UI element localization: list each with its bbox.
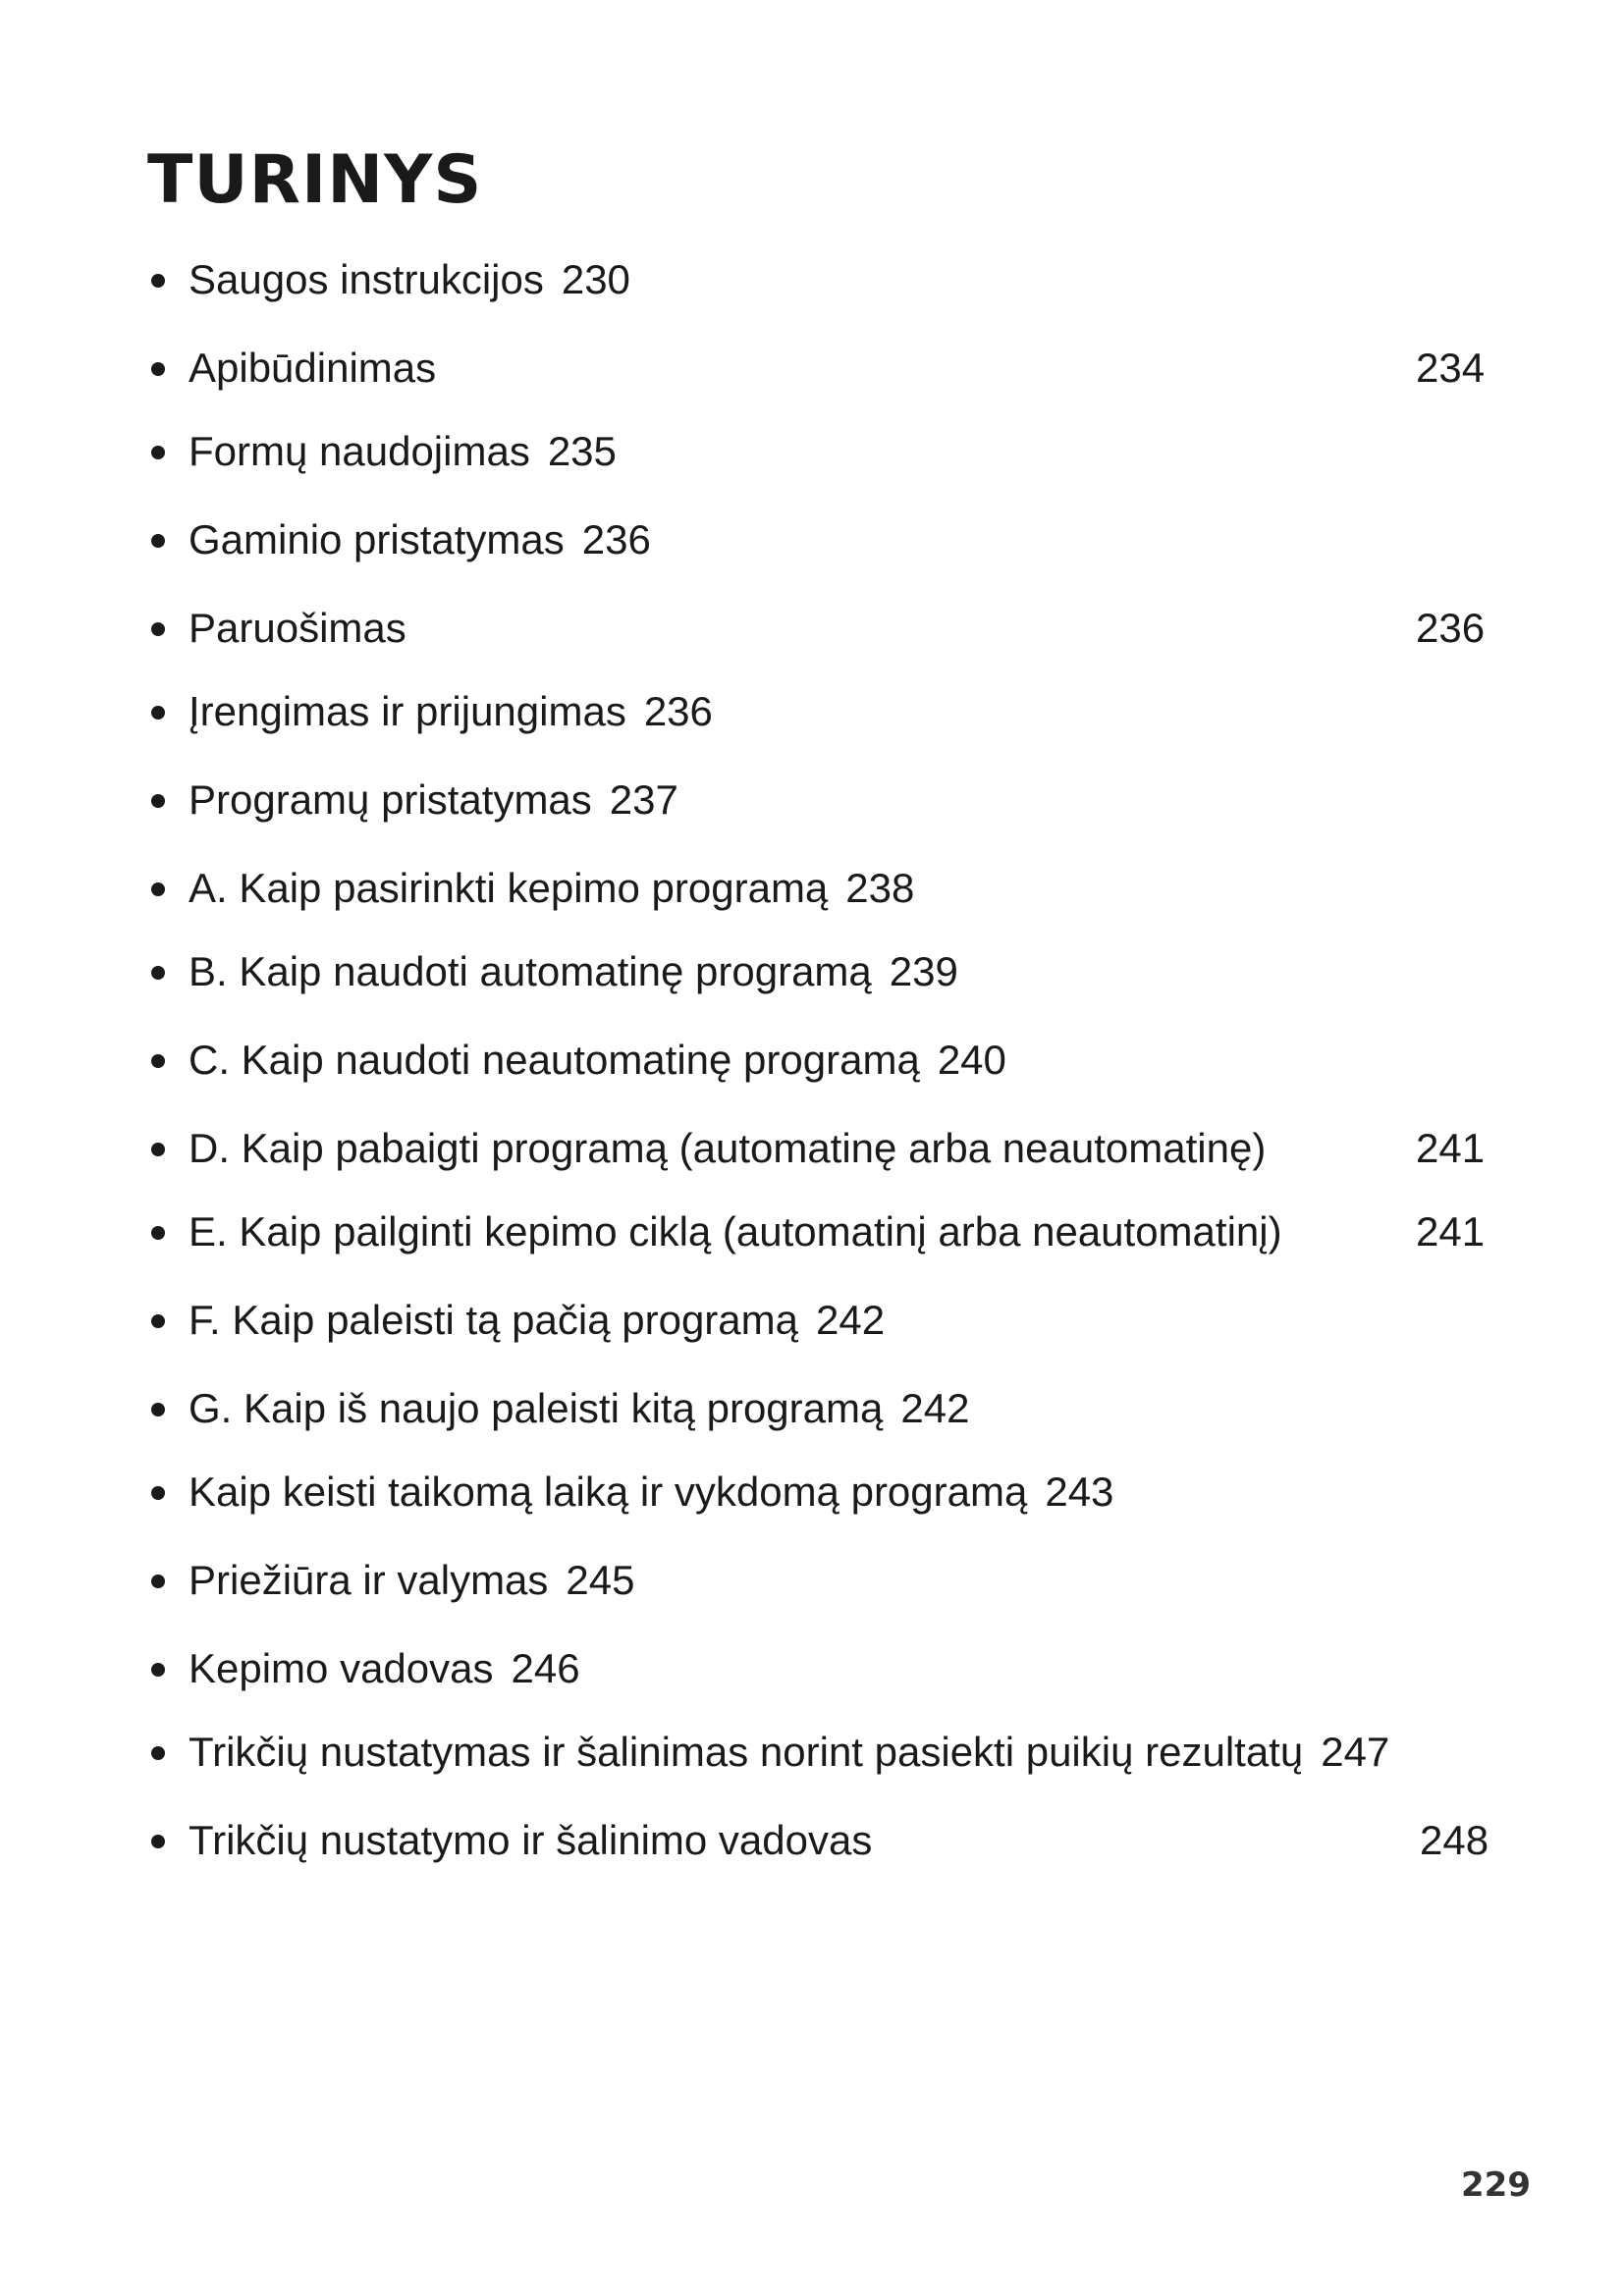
toc-item	[147, 1031, 1492, 1090]
page-title: TURINYS	[147, 141, 483, 219]
bullet-icon	[151, 882, 165, 896]
toc-item-label: Priežiūra ir valymas	[189, 1557, 549, 1603]
toc-item-page: 241	[1416, 1208, 1486, 1255]
toc-item-page: 245	[566, 1557, 635, 1603]
toc-item	[147, 1639, 1492, 1698]
toc-item	[147, 1291, 1492, 1350]
toc-item-label: Trikčių nustatymas ir šalinimas norint pasiekti puikių rezultatų	[189, 1729, 1304, 1775]
toc-item-label: D. Kaip pabaigti programą (automatinę arba neautomatinę)	[189, 1125, 1267, 1171]
bullet-icon	[151, 1835, 165, 1848]
toc-item-page: 236	[643, 688, 713, 734]
toc-item	[147, 1202, 1492, 1261]
toc-item	[147, 1551, 1492, 1610]
toc-item	[147, 859, 1492, 918]
toc-item-label: Gaminio pristatymas	[189, 516, 565, 562]
bullet-icon	[151, 1054, 165, 1068]
toc-item	[147, 1379, 1492, 1438]
bullet-icon	[151, 966, 165, 980]
toc-item-page: 230	[561, 256, 630, 302]
toc-item-label: Kepimo vadovas	[189, 1645, 494, 1691]
bullet-icon	[151, 446, 165, 459]
toc-item-label: Formų naudojimas	[189, 428, 530, 474]
toc-item-page: 247	[1321, 1729, 1390, 1775]
toc-item	[147, 682, 1492, 741]
toc-item	[147, 1811, 1492, 1870]
toc-item-label: Trikčių nustatymo ir šalinimo vadovas	[189, 1817, 873, 1863]
toc-item-label: Įrengimas ir prijungimas	[189, 688, 626, 734]
bullet-icon	[151, 706, 165, 720]
toc-item-page: 236	[581, 516, 651, 562]
toc-item-label: Kaip keisti taikomą laiką ir vykdomą programą	[189, 1468, 1028, 1515]
toc-item	[147, 422, 1492, 481]
bullet-icon	[151, 274, 165, 288]
toc-item	[147, 339, 1492, 398]
toc-item	[147, 1119, 1492, 1178]
toc-item-page: 241	[1416, 1125, 1486, 1171]
bullet-icon	[151, 362, 165, 376]
toc-item-page: 242	[816, 1297, 886, 1343]
toc-item-page: 240	[937, 1037, 1006, 1083]
toc-item-page: 238	[845, 865, 915, 911]
toc-item	[147, 771, 1492, 829]
toc-item-label: C. Kaip naudoti neautomatinę programą	[189, 1037, 920, 1083]
toc-item-label: B. Kaip naudoti automatinę programą	[189, 948, 872, 994]
toc-item	[147, 510, 1492, 569]
page-number: 229	[1461, 2165, 1531, 2205]
toc-item-page: 248	[1420, 1817, 1489, 1863]
toc-item-page: 243	[1045, 1468, 1114, 1515]
bullet-icon	[151, 1314, 165, 1328]
toc-item-label: E. Kaip pailginti kepimo ciklą (automatinį arba neautomatinį)	[189, 1208, 1282, 1255]
toc-item-label: Programų pristatymas	[189, 776, 592, 823]
toc-item	[147, 1723, 1492, 1782]
toc-item-label: Apibūdinimas	[189, 345, 437, 391]
toc-item	[147, 250, 1492, 309]
toc-item-label: Paruošimas	[189, 605, 406, 651]
toc-item-label: F. Kaip paleisti tą pačią programą	[189, 1297, 798, 1343]
toc-item-page: 246	[511, 1645, 580, 1691]
toc-item-page: 239	[889, 948, 958, 994]
bullet-icon	[151, 622, 165, 636]
bullet-icon	[151, 1663, 165, 1677]
toc-item-label: Saugos instrukcijos	[189, 256, 544, 302]
bullet-icon	[151, 1746, 165, 1760]
toc-item-label: G. Kaip iš naujo paleisti kitą programą	[189, 1385, 884, 1431]
toc-item	[147, 599, 1492, 658]
bullet-icon	[151, 1486, 165, 1500]
toc-item	[147, 1463, 1492, 1522]
toc-item	[147, 942, 1492, 1001]
bullet-icon	[151, 794, 165, 808]
bullet-icon	[151, 1143, 165, 1156]
bullet-icon	[151, 1575, 165, 1588]
toc-item-label: A. Kaip pasirinkti kepimo programą	[189, 865, 829, 911]
bullet-icon	[151, 1226, 165, 1240]
bullet-icon	[151, 1403, 165, 1416]
bullet-icon	[151, 534, 165, 548]
toc-item-page: 242	[900, 1385, 970, 1431]
toc-item-page: 237	[609, 776, 678, 823]
toc-item-page: 234	[1416, 345, 1486, 391]
toc-item-page: 236	[1416, 605, 1486, 651]
toc-item-page: 235	[547, 428, 617, 474]
